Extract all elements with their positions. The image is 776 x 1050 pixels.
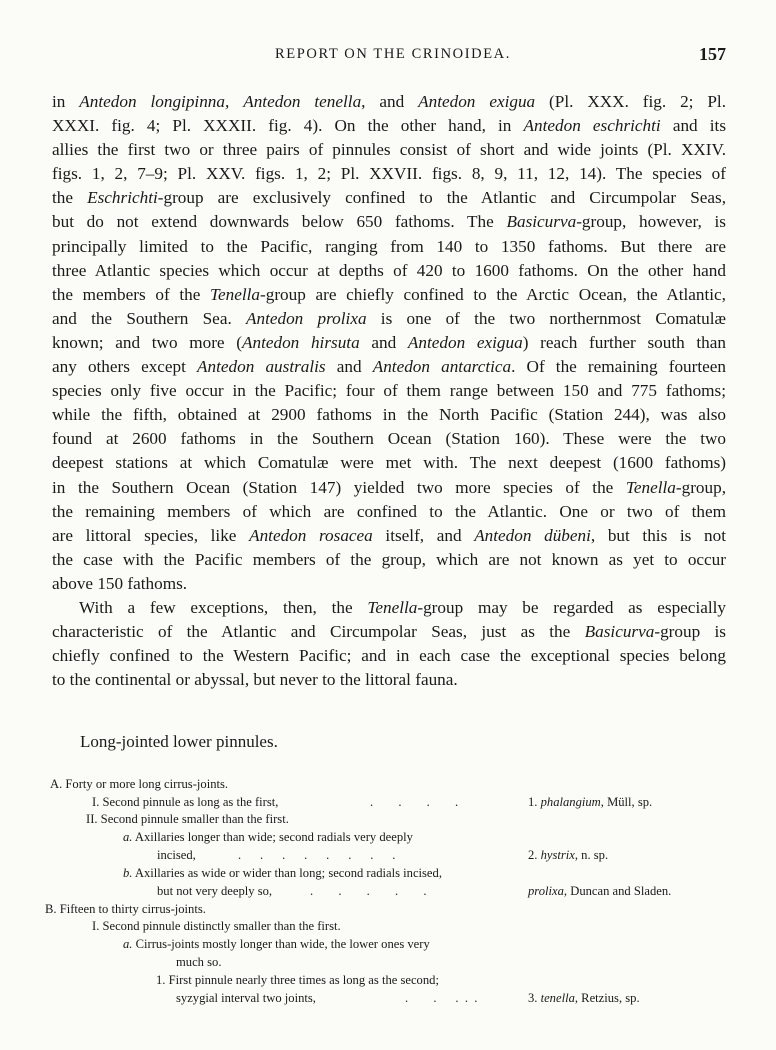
key-statement [176,990,316,1008]
key-statement-text: much so. [176,955,222,969]
text-line [52,596,726,620]
italic-text: Eschrichti [87,188,158,208]
text-run: (Pl. XXX. fig. 2; Pl. [535,92,727,111]
italic-text: Antedon exigua [418,92,536,111]
text-line [52,210,726,234]
text-run: to the continental or abyssal, but never to the littoral fauna. [52,670,458,690]
italic-text: Antedon hirsuta [241,332,360,352]
text-run: found at 2600 fathoms in the Southern Ocean (Station 160). These were the two [52,429,726,449]
text-line [52,114,726,138]
text-run: allies the first two or three pairs of pinnules consist of short and wide joints (Pl. XXIV. [52,140,726,160]
key-statement [123,865,442,883]
text-run: is one of the two northernmost Comatulæ [366,308,726,328]
key-row [0,954,776,972]
paragraph [52,596,726,692]
text-run: the remaining members of which are confined to the Atlantic. One or two of them [52,501,726,521]
paragraph [52,90,726,596]
text-line [52,235,726,259]
key-statement-text: syzygial interval two joints, [176,991,316,1005]
text-run: the case with the Pacific members of the group, which are not known as yet to occur [52,549,726,569]
text-run: , and [361,92,419,111]
leader-dots: . . . . . [310,884,427,898]
text-line [52,548,726,572]
text-line [52,620,726,644]
key-statement [45,901,206,919]
key-couplet-letter: a. [123,830,133,844]
italic-text: Antedon exigua [407,332,523,352]
italic-text: hystrix [540,848,575,862]
text-line [52,355,726,379]
text-run: , Duncan and Sladen. [563,884,672,898]
key-row [0,972,776,990]
key-species-result [528,883,671,901]
text-run: are littoral species, like [52,525,250,545]
italic-text: Antedon dübeni [474,525,591,545]
page-number: 157 [699,44,726,64]
text-line [52,500,726,524]
leader-dots: . . . . . . . . [238,848,396,862]
running-title: REPORT ON THE CRINOIDEA. [275,46,511,62]
key-statement [157,847,196,865]
text-run: while the fifth, obtained at 2900 fathoms in the North Pacific (Station 244), was also [52,405,726,425]
italic-text: Antedon longipinna [79,92,225,111]
key-row [0,847,776,865]
text-run: -group are chiefly confined to the Arctic Ocean, the Atlantic, [260,284,726,304]
text-line [52,283,726,307]
text-run: -group, however, is [576,212,726,232]
key-statement [123,936,430,954]
text-line [52,668,726,692]
key-row [0,883,776,901]
key-statement [157,883,272,901]
text-run: . Of the remaining fourteen [511,357,726,377]
text-line [52,476,726,500]
text-run: characteristic of the Atlantic and Circumpolar Seas, just as the [52,622,585,642]
key-row [0,936,776,954]
key-statement-text: incised, [157,848,196,862]
text-run: -group, [675,477,726,497]
text-run: three Atlantic species which occur at depths of 420 to 1600 fathoms. On the other hand [52,260,726,280]
text-run: above 150 fathoms. [52,573,188,593]
text-run: , but this is not [590,525,726,545]
text-line [52,307,726,331]
key-species-result [528,847,608,865]
key-species-result [528,990,640,1008]
text-run: known; and two more ( [52,332,242,352]
text-line [52,186,726,210]
text-run: XXXI. fig. 4; Pl. XXXII. fig. 4). On the other hand, in [52,116,524,136]
text-run: deepest stations at which Comatulæ were met with. The next deepest (1600 fathoms) [52,453,726,473]
text-line [52,427,726,451]
leader-dots: . . . . [370,795,459,809]
text-run: , Müll, sp. [600,795,653,809]
key-row [0,811,776,829]
text-line [52,331,726,355]
text-line [52,138,726,162]
page-header [0,44,776,68]
text-line [52,379,726,403]
key-couplet-letter: a. [123,937,133,951]
text-run: in the Southern Ocean (Station 147) yielded two more species of the [52,477,626,497]
text-run: -group are exclusively confined to the Atlantic and Circumpolar Seas, [157,188,727,208]
key-row [0,918,776,936]
key-statement-text: Axillaries as wide or wider than long; second radials incised, [132,866,442,880]
text-run: ) reach further south than [522,332,726,352]
key-row [0,794,776,812]
italic-text: tenella [540,991,575,1005]
key-row [0,776,776,794]
key-statement [92,794,278,812]
key-statement [156,972,439,990]
key-row [0,865,776,883]
text-run: any others except [52,357,198,377]
text-run: figs. 1, 2, 7–9; Pl. XXV. figs. 1, 2; Pl. XXVII. figs. 8, 9, 11, 12, 14). The species of [52,164,726,184]
italic-text: Antedon eschrichti [523,116,661,136]
text-run: in [52,92,80,111]
key-statement-text: Axillaries longer than wide; second radials very deeply [132,830,413,844]
key-statement-text: II. Second pinnule smaller than the first. [86,812,289,826]
italic-text: Antedon australis [197,357,326,377]
key-statement-text: B. Fifteen to thirty cirrus-joints. [45,902,206,916]
key-statement [86,811,289,829]
key-statement-text: but not very deeply so, [157,884,273,898]
key-statement-text: 1. First pinnule nearly three times as long as the second; [156,973,439,987]
italic-text: Antedon antarctica [372,357,512,377]
text-line [52,90,726,114]
key-statement [50,776,228,794]
italic-text: Basicurva [584,622,655,642]
italic-text: Basicurva [506,212,577,232]
text-run: , [224,92,244,111]
text-line [52,162,726,186]
text-run: species only five occur in the Pacific; four of them range between 150 and 775 fathoms; [52,381,726,401]
key-species-result [528,794,652,812]
text-run: itself, and [372,525,475,545]
italic-text: Tenella [625,477,676,497]
key-statement-text: Cirrus-joints mostly longer than wide, the lower ones very [132,937,430,951]
italic-text: prolixa [528,884,564,898]
leader-dots: . . . . . [405,991,478,1005]
text-run: , n. sp. [574,848,609,862]
key-row [0,829,776,847]
italic-text: Tenella [210,284,260,304]
italic-text: phalangium [540,795,601,809]
key-couplet-letter: b. [123,866,133,880]
text-run: but do not extend downwards below 650 fathoms. The [52,212,507,232]
key-statement [92,918,341,936]
text-line [52,259,726,283]
key-statement-text: I. Second pinnule as long as the first, [92,795,279,809]
text-line [52,572,726,596]
text-run: the members of the [52,284,211,304]
text-run: , Retzius, sp. [574,991,640,1005]
italic-text: Tenella [367,597,418,617]
key-row [0,990,776,1008]
text-run: chiefly confined to the Western Pacific; and in each case the exceptional species belong [52,646,726,666]
text-line [52,644,726,668]
text-run: the [52,188,88,208]
italic-text: Antedon prolixa [246,308,367,328]
key-statement-text: I. Second pinnule distinctly smaller than the first. [92,919,341,933]
key-row [0,901,776,919]
italic-text: Antedon rosacea [249,525,373,545]
text-run: 2. [528,848,541,862]
text-run: and [359,332,408,352]
text-run: With a few exceptions, then, the [79,597,368,617]
text-run: and the Southern Sea. [52,308,246,328]
text-run: principally limited to the Pacific, ranging from 140 to 1350 fathoms. But there are [52,236,726,256]
text-run: 1. [528,795,541,809]
body-text [52,90,726,692]
text-run: and [325,357,373,377]
key-statement [176,954,221,972]
text-run: and its [660,116,727,136]
text-line [52,524,726,548]
text-line [52,451,726,475]
text-run: -group is [654,622,726,642]
text-run: -group may be regarded as especially [417,597,726,617]
italic-text: Antedon tenella [243,92,362,111]
key-statement-text: A. Forty or more long cirrus-joints. [50,777,229,791]
text-run: 3. [528,991,541,1005]
key-statement [123,829,413,847]
text-line [52,403,726,427]
key-title: Long-jointed lower pinnules. [80,732,278,751]
